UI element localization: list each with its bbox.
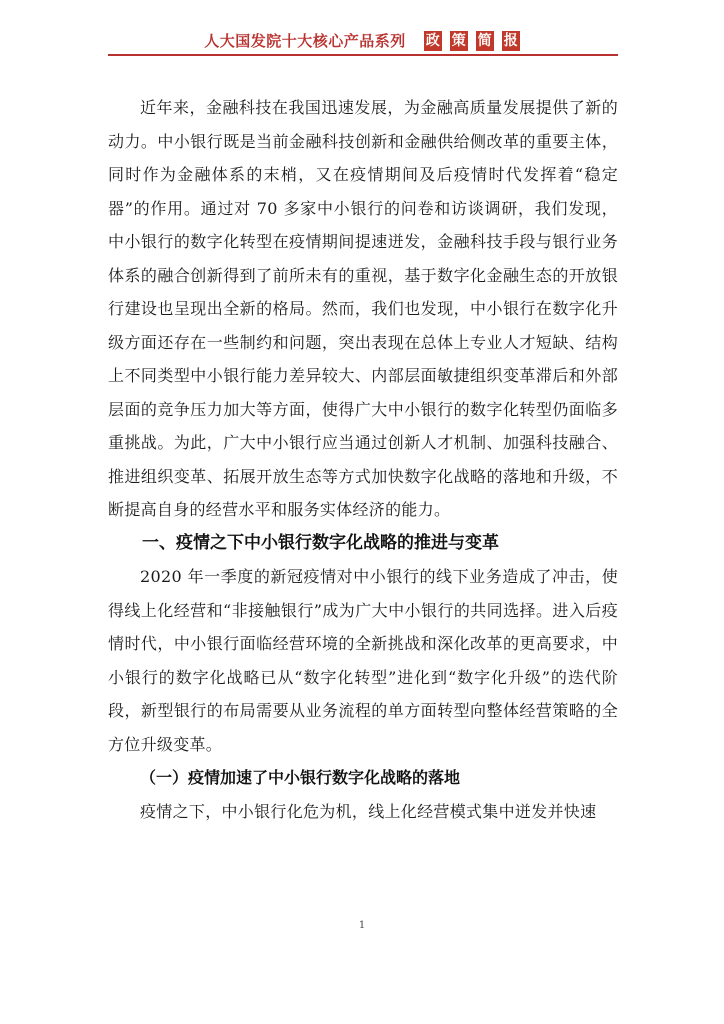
section-heading: 一、疫情之下中小银行数字化战略的推进与变革 — [142, 532, 499, 553]
intro-paragraph: 近年来，金融科技在我国迅速发展，为金融高质量发展提供了新的动力。中小银行既是当前金融科技创新和金融供给侧改革的重要主体，同时作为金融体系的末梢，又在疫情期间及后疫情时代发挥着“稳定器”的作用。通过对 70 多家中小银行的问卷和访谈调研，我们发现，中小银行的数字化转型在疫情期间提速迸发，金融科技手段与银行业务体系的融合创新得到了前所未有的重视，基于数字化金融生态的开放银行建设也呈现出全新的格局。然而，我们也发现，中小银行在数字化升级方面还存在一些制约和问题，突出表现在总体上专业人才短缺、结构上不同类型中小银行能力差异较大、内部层面敏捷组织变革滞后和外部层面的竞争压力加大等方面，使得广大中小银行的数字化转型仍面临多重挑战。为此，广大中小银行应当通过创新人才机制、加强科技融合、推进组织变革、拓展开放生态等方式加快数字化战略的落地和升级，不断提高自身的经营水平和服务实体经济的能力。 — [108, 98, 618, 519]
subsection-paragraph: 疫情之下，中小银行化危为机，线上化经营模式集中迸发并快速 — [140, 801, 597, 821]
header-badge-char: 简 — [477, 32, 492, 49]
section-paragraph: 2020 年一季度的新冠疫情对中小银行的线下业务造成了冲击，使得线上化经营和“非接触银行”成为广大中小银行的共同选择。进入后疫情时代，中小银行面临经营环境的全新挑战和深化改革的更高要求，中小银行的数字化战略已从“数字化转型”进化到“数字化升级”的迭代阶段，新型银行的布局需要从业务流程的单方面转型向整体经营策略的全方位升级变革。 — [108, 567, 618, 754]
header-badge-char: 报 — [503, 32, 518, 49]
subsection-heading: （一）疫情加速了中小银行数字化战略的落地 — [140, 768, 461, 787]
header-badge-char: 政 — [425, 32, 440, 49]
header-inner — [204, 30, 520, 51]
page-number: 1 — [358, 920, 366, 931]
header-badge-char: 策 — [451, 32, 466, 49]
header-series-title: 人大国发院十大核心产品系列 — [204, 32, 406, 50]
header-divider — [108, 54, 618, 56]
page-header — [0, 30, 724, 56]
document-body — [108, 91, 618, 828]
